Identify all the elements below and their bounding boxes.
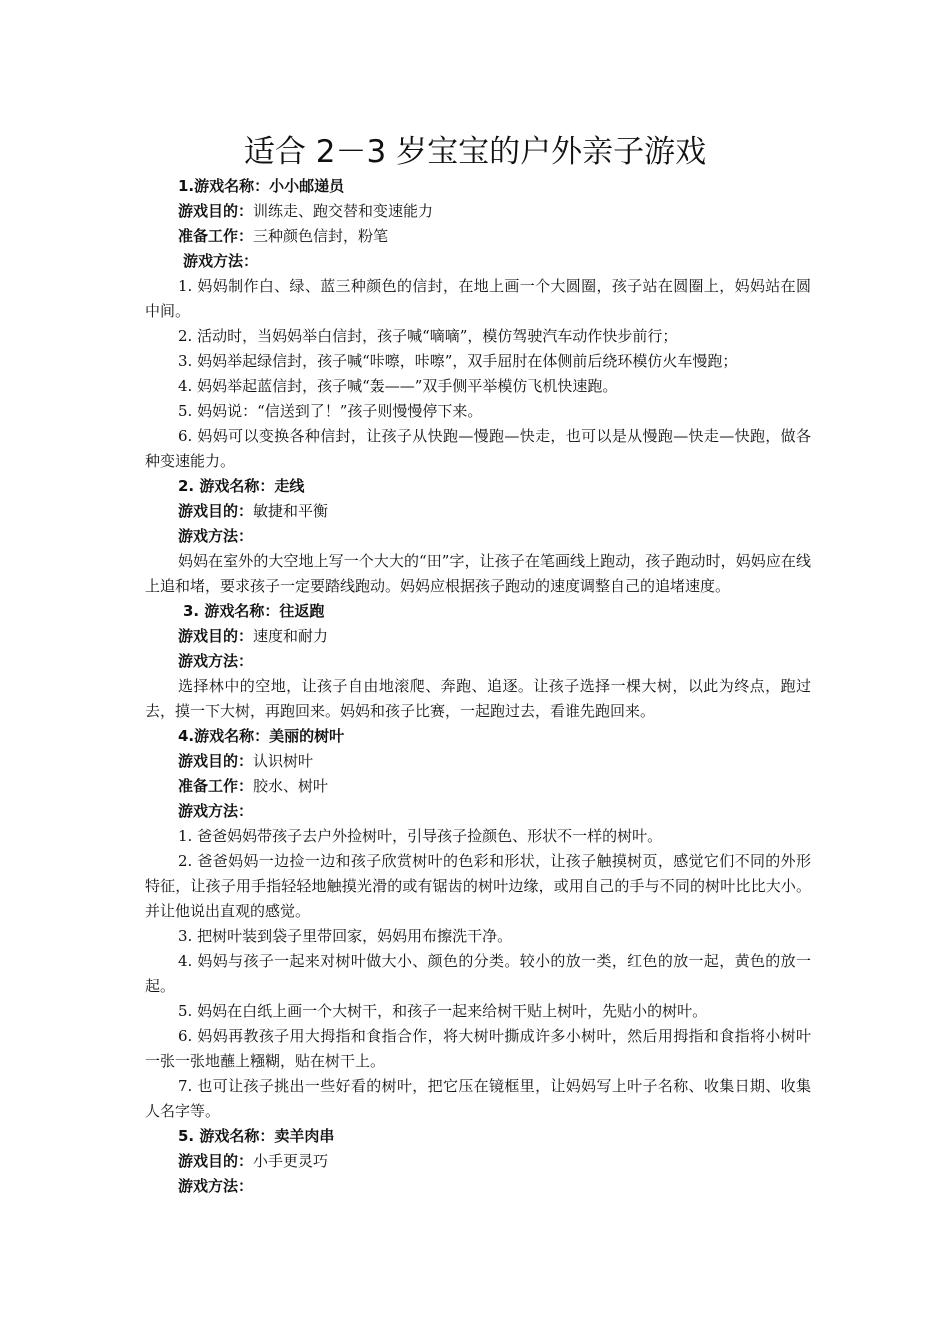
game-3-name: 3. 游戏名称：往返跑 [183, 602, 325, 620]
game-2-method-text: 妈妈在室外的大空地上写一个大大的“田”字，让孩子在笔画线上跑动，孩子跑动时，妈妈应在线上追和堵，要求孩子一定要踏线跑动。妈妈应根据孩子跑动的速度调整自己的追堵速度。 [145, 552, 811, 595]
game-4-step-3: 3. 把树叶装到袋子里带回家，妈妈用布擦洗干净。 [178, 927, 513, 945]
prep-label: 准备工作： [178, 777, 254, 795]
game-1-step-6: 6. 妈妈可以变换各种信封，让孩子从快跑—慢跑—快走，也可以是从慢跑—快走—快跑，做各种变速能力。 [145, 427, 811, 470]
prep-label: 准备工作： [178, 227, 254, 245]
game-4-prep [145, 774, 811, 799]
game-4-method-label: 游戏方法： [178, 802, 254, 820]
game-5-method-label: 游戏方法： [178, 1177, 254, 1195]
game-4-name: 4.游戏名称：美丽的树叶 [178, 727, 345, 745]
document-body [145, 174, 811, 1199]
game-1-step-5: 5. 妈妈说：“信送到了！”孩子则慢慢停下来。 [178, 402, 483, 420]
game-4-purpose [145, 749, 811, 774]
game-1-step-1: 1. 妈妈制作白、绿、蓝三种颜色的信封，在地上画一个大圆圈，孩子站在圆圈上，妈妈站在圆中间。 [145, 277, 811, 320]
game-5-name: 5. 游戏名称：卖羊肉串 [178, 1127, 335, 1145]
game-1-step-3: 3. 妈妈举起绿信封，孩子喊“咔嚓，咔嚓”，双手屈肘在体侧前后绕环模仿火车慢跑； [178, 352, 738, 370]
purpose-label: 游戏目的： [178, 752, 254, 770]
game-1-purpose [145, 199, 811, 224]
game-4-step-5: 5. 妈妈在白纸上画一个大树干，和孩子一起来给树干贴上树叶，先贴小的树叶。 [178, 1002, 708, 1020]
purpose-text: 小手更灵巧 [253, 1152, 329, 1170]
purpose-text: 训练走、跑交替和变速能力 [253, 202, 434, 220]
game-5-purpose [145, 1149, 811, 1174]
game-1-step-4: 4. 妈妈举起蓝信封，孩子喊“轰——”双手侧平举模仿飞机快速跑。 [178, 377, 618, 395]
game-1-prep [145, 224, 811, 249]
game-1-method-label: 游戏方法： [183, 252, 259, 270]
game-3-method-text: 选择林中的空地，让孩子自由地滚爬、奔跑、追逐。让孩子选择一棵大树，以此为终点，跑过去，摸一下大树，再跑回来。妈妈和孩子比赛，一起跑过去，看谁先跑回来。 [145, 677, 811, 720]
purpose-label: 游戏目的： [178, 502, 254, 520]
game-4-step-1: 1. 爸爸妈妈带孩子去户外捡树叶，引导孩子捡颜色、形状不一样的树叶。 [178, 827, 663, 845]
game-4-step-4: 4. 妈妈与孩子一起来对树叶做大小、颜色的分类。较小的放一类，红色的放一起，黄色的放一起。 [145, 952, 811, 995]
game-1-step-2: 2. 活动时，当妈妈举白信封，孩子喊“嘀嘀”，模仿驾驶汽车动作快步前行； [178, 327, 678, 345]
game-4-step-2: 2. 爸爸妈妈一边捡一边和孩子欣赏树叶的色彩和形状，让孩子触摸树页，感觉它们不同的外形特征，让孩子用手指轻轻地触摸光滑的或有锯齿的树叶边缘，或用自己的手与不同的树叶比比大小。并让他说出直观的感觉。 [145, 852, 811, 920]
game-4-step-6: 6. 妈妈再教孩子用大拇指和食指合作，将大树叶撕成许多小树叶，然后用拇指和食指将小树叶一张一张地蘸上糨糊，贴在树干上。 [145, 1027, 811, 1070]
purpose-label: 游戏目的： [178, 1152, 254, 1170]
game-1-name: 1.游戏名称：小小邮递员 [178, 177, 345, 195]
purpose-label: 游戏目的： [178, 627, 254, 645]
game-3-method-label: 游戏方法： [178, 652, 254, 670]
purpose-text: 敏捷和平衡 [253, 502, 329, 520]
purpose-label: 游戏目的： [178, 202, 254, 220]
purpose-text: 认识树叶 [253, 752, 314, 770]
game-2-name: 2. 游戏名称：走线 [178, 477, 305, 495]
game-2-purpose [145, 499, 811, 524]
prep-text: 胶水、树叶 [253, 777, 329, 795]
prep-text: 三种颜色信封，粉笔 [253, 227, 389, 245]
game-2-method-label: 游戏方法： [178, 527, 254, 545]
purpose-text: 速度和耐力 [253, 627, 329, 645]
game-3-purpose [145, 624, 811, 649]
document-title: 适合 2－3 岁宝宝的户外亲子游戏 [243, 134, 707, 170]
game-4-step-7: 7. 也可让孩子挑出一些好看的树叶，把它压在镜框里，让妈妈写上叶子名称、收集日期、收集人名字等。 [145, 1077, 811, 1120]
